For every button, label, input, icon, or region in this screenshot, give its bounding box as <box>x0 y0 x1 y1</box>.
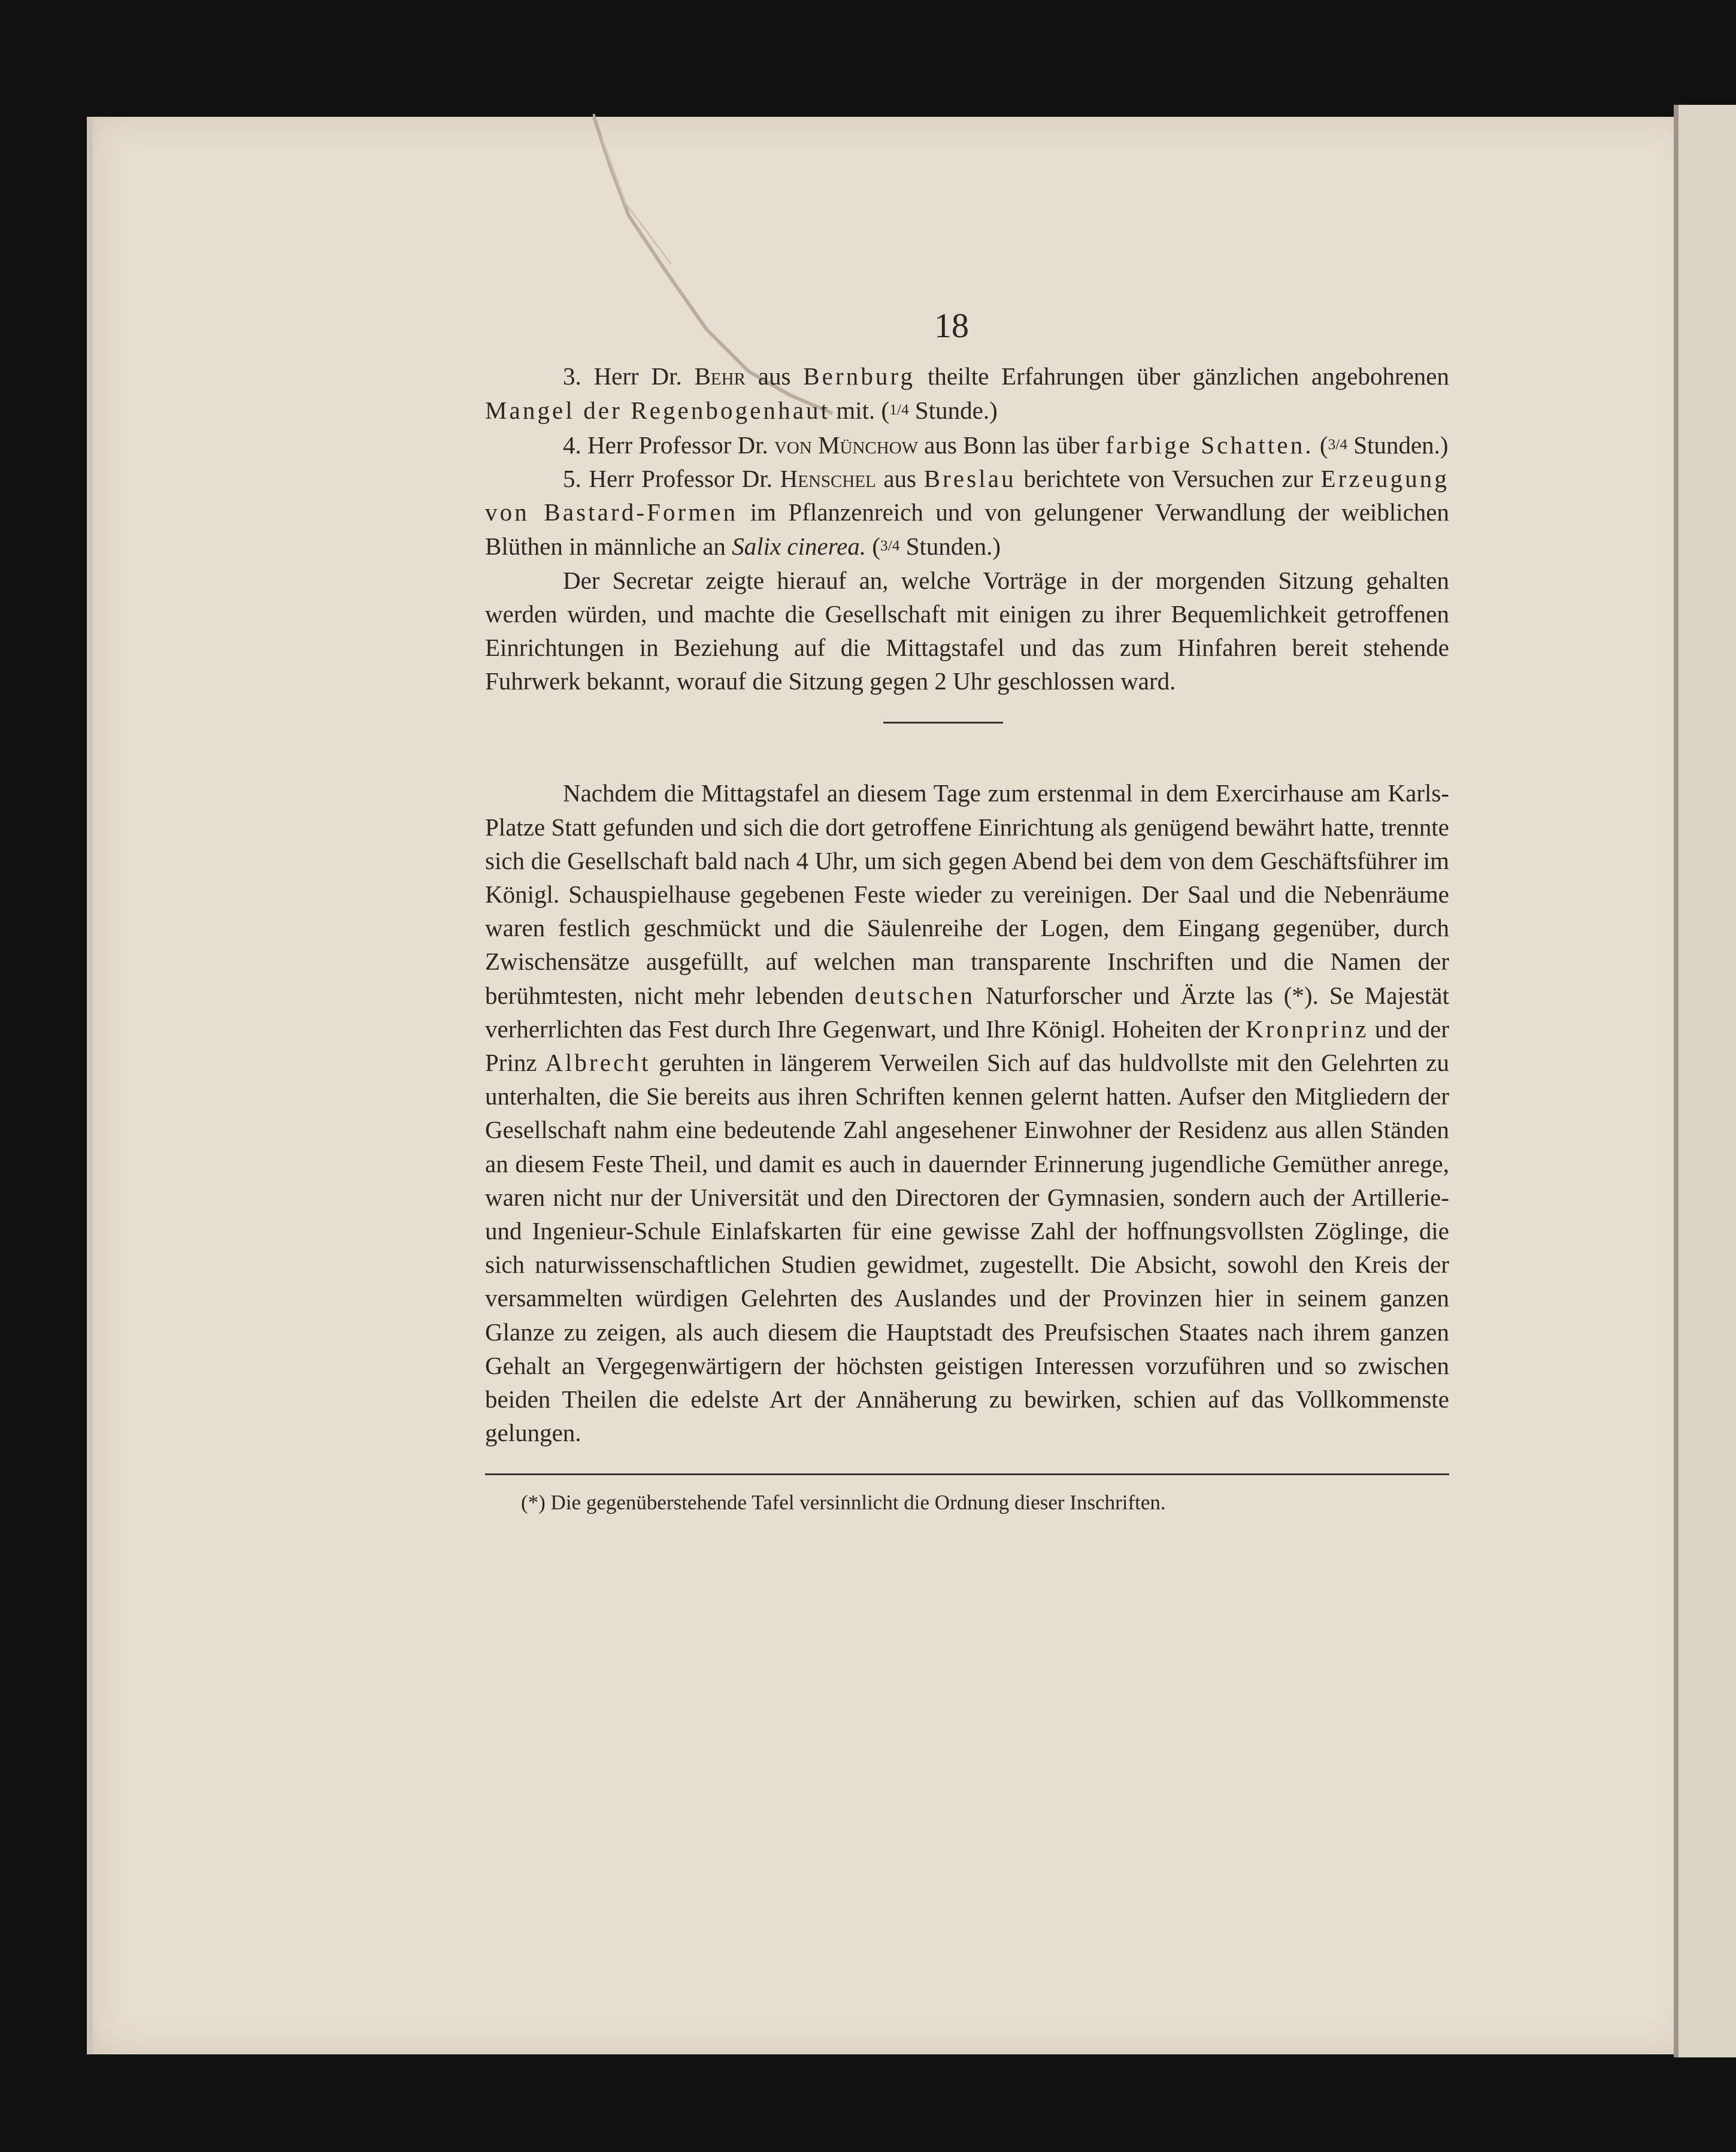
fraction: 3/4 <box>1328 435 1348 453</box>
fraction: 1/4 <box>889 401 909 419</box>
footnote-rule <box>485 1473 1449 1475</box>
facing-page-edge <box>1674 105 1736 2057</box>
festival-paragraph: Nachdem die Mittagstafel an diesem Tage zum erstenmal in dem Exercirhause am Karls-Platze Statt gefunden und sich die dort getroffene Einrichtung als genügend bewährt hatte, trennte sich die Gesellschaft bald nach 4 Uhr, um sich gegen Abend bei dem von dem Geschäftsführer im Königl. Schauspielhause gegebenen Feste wieder zu vereinigen. Der Saal und die Nebenräume waren festlich geschmückt und die Säulenreihe der Logen, dem Eingang gegenüber, durch Zwischensätze ausgefüllt, auf welchen man transparente Inschriften und die Namen der berühmtesten, nicht mehr lebenden deutschen Naturforscher und Ärzte las (*). Se Majestät verherrlichten das Fest durch Ihre Gegenwart, und Ihre Königl. Hoheiten der Kronprinz und der Prinz Albrecht geruhten in längerem Verweilen Sich auf das huldvollste mit den Gelehrten zu unterhalten, die Sie bereits aus ihren Schriften kennen gelernt hatten. Aufser den Mitgliedern der Gesellschaft nahm eine bedeutende Zahl angesehener Einwohner der Residenz aus allen Ständen an diesem Feste Theil, und damit es auch in dauernder Erinnerung jugendliche Gemüther anrege, waren nicht nur der Universität und den Directoren der Gymnasien, sondern auch der Artillerie- und Ingenieur-Schule Einlafskarten für eine gewisse Zahl der hoffnungsvollsten Zöglinge, die sich naturwissenschaftlichen Studien gewidmet, zugestellt. Die Absicht, sowohl den Kreis der versammelten würdigen Gelehrten des Auslandes und der Provinzen hier in seinem ganzen Glanze zu zeigen, als auch diesem die Hauptstadt des Preufsischen Staates nach ihrem ganzen Gehalt an Vergegenwärtigern der höchsten geistigen Interessen vorzuführen und so zwischen beiden Theilen die edelste Art der Annäherung zu bewirken, schien auf das Vollkommenste gelungen. <box>485 779 1449 1447</box>
agenda-item-5: 5. Herr Professor Dr. Henschel aus Breslau berichtete von Versuchen zur Erzeugung von Bastard-Formen im Pflanzenreich und von gelungener Verwandlung der weiblichen Blüthen in männliche an Salix cinerea. (3/4 Stunden.) <box>485 464 1449 561</box>
agenda-item-3: 3. Herr Dr. Behr aus Bernburg theilte Erfahrungen über gänzlichen angebohrenen Mangel der Regenbogenhaut mit. (1/4 Stunde.) <box>485 362 1449 425</box>
agenda-item-4: 4. Herr Professor Dr. von Münchow aus Bonn las über farbige Schatten. (3/4 Stunden.) <box>563 431 1449 459</box>
section-divider <box>883 722 1003 724</box>
place-name: Bernburg <box>803 362 916 390</box>
speaker-name: Henschel <box>780 464 876 492</box>
speaker-name: von Münchow <box>774 431 919 459</box>
topic: farbige Schatten. <box>1105 431 1314 459</box>
secretary-paragraph: Der Secretar zeigte hierauf an, welche Vorträge in der morgenden Sitzung gehalten werden würden, und machte die Gesellschaft mit einigen zu ihrer Bequemlichkeit getroffenen Einrichtungen in Beziehung auf die Mittagstafel und das zum Hinfahren bereit stehende Fuhrwerk bekannt, worauf die Sitzung gegen 2 Uhr geschlossen ward. <box>485 566 1449 695</box>
speaker-name: Behr <box>694 362 746 390</box>
species-name: Salix cinerea. <box>732 532 867 561</box>
page-number: 18 <box>934 306 969 345</box>
body-text <box>485 359 1449 1516</box>
fraction: 3/4 <box>880 537 900 555</box>
footnote: (*) Die gegenüberstehende Tafel versinnlicht die Ordnung dieser Inschriften. <box>521 1491 1166 1515</box>
place-name: Breslau <box>923 464 1016 492</box>
